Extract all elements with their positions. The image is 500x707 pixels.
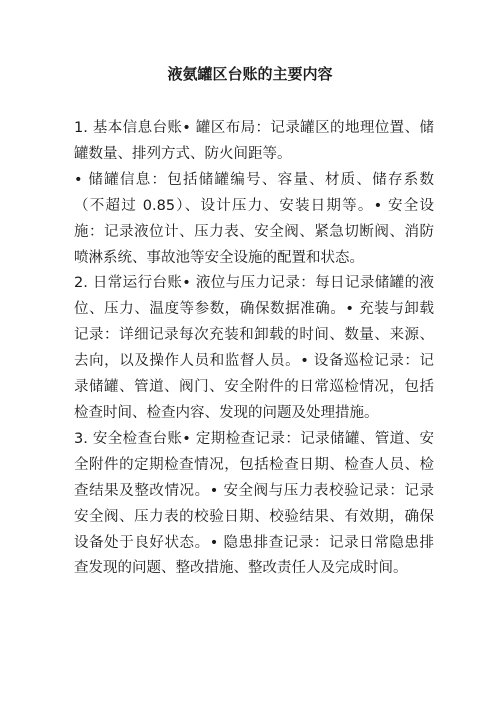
paragraph-daily-operation-ledger: 2. 日常运行台账• 液位与压力记录：每日记录储罐的液位、压力、温度等参数，确保数据准确。• 充装与卸载记录：详细记录每次充装和卸载的时间、数量、来源、去向，以及操作人员和监督人员。• 设备巡检记录：记录储罐、管道、阀门、安全附件的日常巡检情况，包括检查时间、检查内容、发现的问题及处理措施。	[74, 275, 434, 421]
document-title: 液氨罐区台账的主要内容	[167, 65, 333, 83]
paragraph-tank-info: • 储罐信息：包括储罐编号、容量、材质、储存系数（不超过 0.85）、设计压力、安装日期等。• 安全设施：记录液位计、压力表、安全阀、紧急切断阀、消防喷淋系统、事故池等安全设施的配置和状态。	[74, 171, 434, 266]
paragraph-safety-inspection-ledger: 3. 安全检查台账• 定期检查记录：记录储罐、管道、安全附件的定期检查情况，包括检查日期、检查人员、检查结果及整改情况。• 安全阀与压力表校验记录：记录安全阀、压力表的校验日期、校验结果、有效期，确保设备处于良好状态。• 隐患排查记录：记录日常隐患排查发现的问题、整改措施、整改责任人及完成时间。	[74, 430, 434, 577]
paragraph-basic-info-ledger: 1. 基本信息台账• 罐区布局：记录罐区的地理位置、储罐数量、排列方式、防火间距等。	[74, 120, 434, 162]
document-body	[74, 116, 434, 582]
